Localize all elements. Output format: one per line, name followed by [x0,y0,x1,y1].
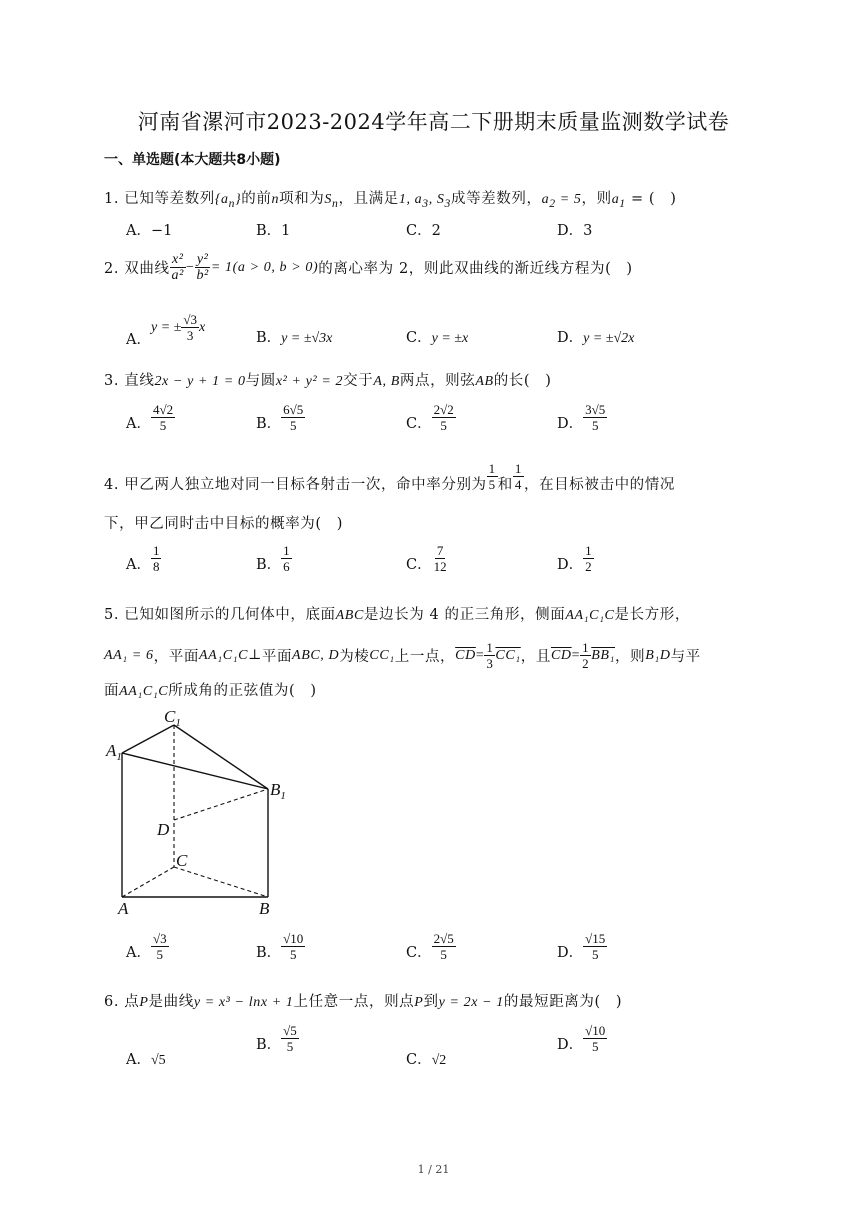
q4-option-c[interactable]: C． $\frac{7}{12}$ [406,543,447,574]
q1-option-b[interactable]: B．1 [256,223,291,239]
q2-frac-x: $\frac{\text{x²}}{\text{a²}}$ [171,252,184,283]
q5-option-a[interactable]: A． $\frac{√3}{5}$ [126,931,167,962]
q3-option-d[interactable]: D． $\frac{3√5}{5}$ [557,402,606,433]
q3-option-b[interactable]: B． $\frac{6√5}{5}$ [256,402,304,433]
question-4-line2: 下，甲乙同时击中目标的概率为( ) [104,516,344,532]
question-2: 2. 双曲线 $\frac{\text{x²}}{\text{a²}}$ − $\frac{\text{y²}}{\text{b²}}$ = 1(a > 0, b > 0) 的离心率为 2，则此双曲线的渐近线方程为( ) [104,252,633,283]
question-1: 1. 已知等差数列$\{a_n\}$的前n项和为$S_n$，且满足1, $a_3$, $S_3$成等差数列，$a_2 = 5$，则$a_1$ = ( ) [104,191,677,210]
label-C1: $C_1$ [164,707,181,729]
label-A1: $A_1$ [106,741,122,763]
q2-option-b[interactable]: B．y = ±√3x [256,330,333,346]
q1-option-c[interactable]: C．2 [406,223,441,239]
edge-A1B1 [122,753,268,789]
q2-option-a[interactable]: A． y = ± $\frac{√3}{3}$ x [126,312,206,348]
q1-text: 1. 已知等差数列 [104,191,215,207]
q6-option-b[interactable]: B． $\frac{√5}{5}$ [256,1023,297,1054]
edge-C1B1 [174,725,268,789]
q4-option-b[interactable]: B． $\frac{1}{6}$ [256,543,290,574]
edge-A1C1 [122,725,174,753]
label-A: A [118,899,129,918]
page-number: 1 / 21 [417,1163,450,1176]
q6-option-d[interactable]: D． $\frac{√10}{5}$ [557,1023,606,1054]
q2-option-c[interactable]: C．y = ±x [406,330,469,346]
q6-option-c[interactable]: C．√2 [406,1052,447,1068]
question-3: 3. 直线2x − y + 1 = 0与圆x² + y² = 2交于A, B两点，则弦AB的长( ) [104,373,552,389]
question-5-line1: 5. 已知如图所示的几何体中，底面ABC是边长为 4 的正三角形，侧面AA₁C₁C是长方形， [104,607,690,623]
segment-DB1 [174,789,268,820]
q2-frac-y: $\frac{\text{y²}}{\text{b²}}$ [196,252,209,283]
question-4: 4. 甲乙两人独立地对同一目标各射击一次，命中率分别为 $\frac{1}{5}$ 和 $\frac{1}{4}$ ，在目标被击中的情况 [104,461,675,493]
label-C: C [176,851,188,870]
q3-option-a[interactable]: A． $\frac{4√2}{5}$ [126,402,174,433]
label-B1: $B_1$ [270,780,286,802]
q6-option-a[interactable]: A．√5 [126,1052,166,1068]
q2-option-d[interactable]: D．y = ±√2x [557,330,635,346]
question-5-line2: AA₁ = 6 ，平面 AA₁C₁C ⊥ 平面 ABC, D 为棱 CC₁ 上一点， $\overline{CD}$ = $\frac{1}{3}$ CC₁ ，且 $\overline{CD}$ = $\frac{1}{2}$ BB₁ ，则 B₁D 与平 [104,640,701,671]
prism-figure [100,700,300,922]
q1-option-a[interactable]: A．−1 [126,223,173,239]
document-title: 河南省漯河市2023-2024学年高二下册期末质量监测数学试卷 [137,110,730,134]
q1-option-d[interactable]: D．3 [557,223,593,239]
question-5-line3: 面AA₁C₁C所成角的正弦值为( ) [104,683,317,699]
q5-option-c[interactable]: C． $\frac{2√5}{5}$ [406,931,454,962]
label-D: D [157,820,170,839]
q5-option-d[interactable]: D． $\frac{√15}{5}$ [557,931,606,962]
edge-AC [122,867,174,897]
q1-seq: $\{a_n\}$ [214,192,242,210]
edge-CB [174,867,268,897]
q4-option-a[interactable]: A． $\frac{1}{8}$ [126,543,160,574]
question-6: 6. 点P是曲线y = x³ − lnx + 1上任意一点，则点P到y = 2x − 1的最短距离为( ) [104,994,623,1010]
q5-option-b[interactable]: B． $\frac{√10}{5}$ [256,931,304,962]
q3-option-c[interactable]: C． $\frac{2√2}{5}$ [406,402,454,433]
section-heading: 一、单选题(本大题共8小题) [104,152,281,168]
q4-option-d[interactable]: D． $\frac{1}{2}$ [557,543,592,574]
label-B: B [259,899,270,918]
